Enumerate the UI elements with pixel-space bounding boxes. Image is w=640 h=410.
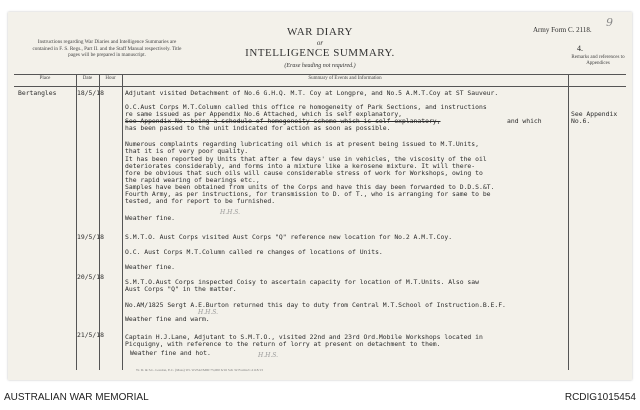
header-bottom-rule <box>14 86 626 87</box>
summary-line: Picquigny, with reference to the return of lorry at present on detachment to them. <box>125 340 441 348</box>
diary-title: WAR DIARY <box>287 26 353 38</box>
footer-archive-name: AUSTRALIAN WAR MEMORIAL <box>4 392 149 403</box>
summary-line: Weather fine and hot. <box>130 349 211 357</box>
hour-column-rule <box>99 74 100 370</box>
erase-note: (Erase heading not required.) <box>284 63 356 69</box>
diary-page <box>8 12 632 380</box>
column-header-summary: Summary of Events and Information <box>308 76 382 81</box>
summary-line: that it is of very poor quality. <box>125 147 249 155</box>
page-number: 4. <box>577 44 583 53</box>
entry-date: 20/5/18 <box>77 273 104 281</box>
pencil-page-mark: 9 <box>606 16 613 29</box>
remarks-column-rule <box>568 74 569 370</box>
summary-line: Samples have been obtained from units of the Corps and have this day been forwarded to D.D.S.&T. <box>125 183 495 191</box>
summary-column-rule <box>122 74 123 370</box>
column-header-date: Date <box>82 76 93 81</box>
army-form-number: Army Form C. 2118. <box>533 26 592 34</box>
summary-line: re same issued as per Appendix No.6 Attached, which is self explanatory, <box>125 110 403 118</box>
summary-line: Captain H.J.Lane, Adjutant to S.M.T.O., visited 22nd and 23rd Ord.Mobile Workshops located in <box>125 333 483 341</box>
printer-imprint: W. D. & S.L. London, E.C. (Mass) Wt. W2542/M90 75,000 6/16 Sch 32 Forms/C.2118/13 <box>136 368 263 372</box>
entry-place: Bertangles <box>18 89 57 97</box>
summary-line: Numerous complaints regarding lubricating oil which is at present being issued to M.T.Units, <box>125 140 479 148</box>
title-or: or <box>316 39 324 47</box>
summary-line: deteriorates considerably, and forms into a mixture like a kerosene mixture. It will there- <box>125 162 476 170</box>
summary-line: It has been reported by Units that after a few days' use in vehicles, the viscosity of the oil <box>125 155 487 163</box>
summary-line: S.M.T.O. Aust Corps visited Aust Corps "Q" reference new location for No.2 A.M.T.Coy. <box>125 233 453 241</box>
entry-date: 21/5/18 <box>77 331 104 339</box>
summary-line: Weather fine. <box>125 214 176 222</box>
pencil-initials: H.H.S. <box>198 309 219 316</box>
summary-line: Aust Corps "Q" in the matter. <box>125 285 237 293</box>
summary-line: Weather fine and warm. <box>125 315 210 323</box>
footer-record-id: RCDIG1015454 <box>564 392 636 403</box>
summary-line: No.AM/1825 Sergt A.E.Burton returned this day to duty from Central M.T.School of Instruction.B.E.F. <box>125 301 506 309</box>
struck-summary-line: See Appendix No. being a schedule of homogeneity scheme which is self explanatory, <box>125 117 441 125</box>
column-header-hour: Hour <box>105 76 116 81</box>
summary-line: tested, and for report to be furnished. <box>125 197 276 205</box>
summary-line: Fourth Army, as per instructions, for transmission to D. of T., who is arranging for same to be <box>125 190 491 198</box>
pencil-initials: H.H.S. <box>258 352 279 359</box>
summary-title: INTELLIGENCE SUMMARY. <box>245 47 395 59</box>
column-header-place: Place <box>39 76 51 81</box>
summary-line: O.C.Aust Corps M.T.Column called this office re homogeneity of Park Sections, and instructions <box>125 103 487 111</box>
remarks-appendix-number: No.6. <box>571 117 591 125</box>
column-header-remarks: Remarks and references to Appendices <box>571 55 625 66</box>
entry-date: 19/5/18 <box>77 233 104 241</box>
summary-line: Weather fine. <box>125 263 176 271</box>
table-top-rule <box>14 74 626 75</box>
summary-line: O.C. Aust Corps M.T.Column called re changes of locations of Units. <box>125 248 383 256</box>
summary-line: the rapid wearing of bearings etc., <box>125 176 260 184</box>
summary-line: S.M.T.O.Aust Corps inspected Coisy to ascertain capacity for location of M.T.Units. Also saw <box>125 278 479 286</box>
summary-line: has been passed to the unit indicated for action as soon as possible. <box>125 124 391 132</box>
remarks-appendix-ref: See Appendix <box>571 110 618 118</box>
entry-date: 18/5/18 <box>77 89 104 97</box>
summary-line: fore be obvious that such oils will cause considerable stress of work for Workshops, owing to <box>125 169 483 177</box>
summary-line: Adjutant visited Detachment of No.6 G.H.Q. M.T. Coy at Longpre, and No.5 A.M.T.Coy at ST Sauveur. <box>125 89 499 97</box>
instructions-note: Instructions regarding War Diaries and Intelligence Summaries are contained in F. S. Regs., Part II. and the Staff Manual respectively. Title pages will be prepared in manuscript. <box>32 39 182 59</box>
pencil-initials: H.H.S. <box>220 209 241 216</box>
date-column-rule <box>76 74 77 370</box>
summary-line: and which <box>507 117 542 125</box>
